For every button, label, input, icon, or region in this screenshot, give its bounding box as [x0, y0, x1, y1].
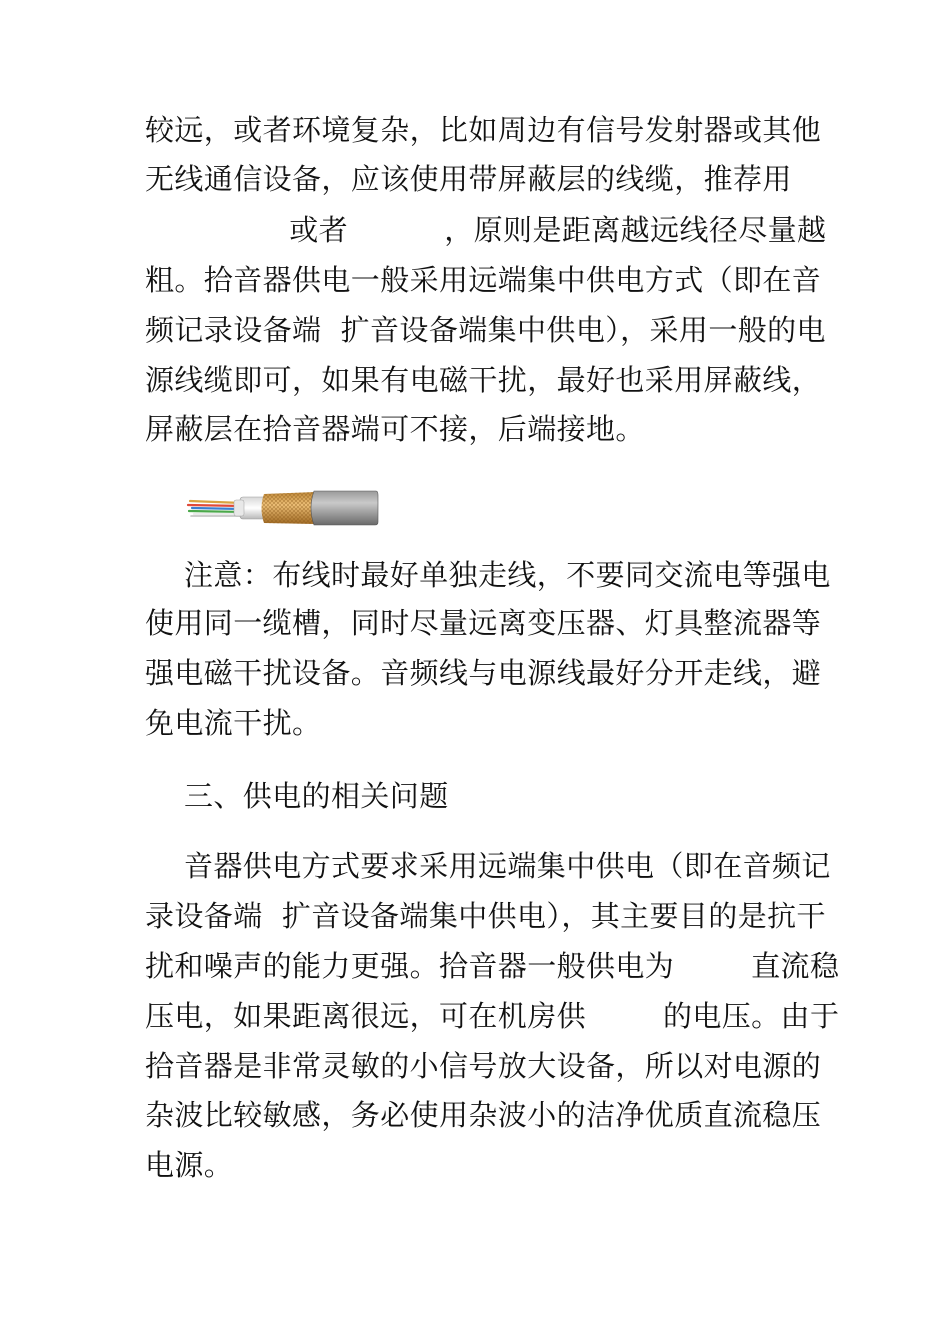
paragraph-3-line-6: 杂波比较敏感，务必使用杂波小的洁净优质直流稳压: [145, 1098, 822, 1132]
paragraph-3-line-7: 电源。: [145, 1148, 234, 1182]
paragraph-1-line-5: 频记录设备端 扩音设备端集中供电），采用一般的电: [145, 313, 826, 347]
paragraph-1-line-3: 或者 ，原则是距离越远线径尽量越: [145, 213, 827, 247]
paragraph-3-line-1: 音器供电方式要求采用远端集中供电（即在音频记: [184, 849, 831, 883]
paragraph-3-line-5: 拾音器是非常灵敏的小信号放大设备，所以对电源的: [145, 1049, 822, 1083]
note-line-1: 注意：布线时最好单独走线，不要同交流电等强电: [184, 558, 831, 592]
note-line-3: 强电磁干扰设备。音频线与电源线最好分开走线，避: [145, 656, 822, 690]
note-line-4: 免电流干扰。: [145, 706, 322, 740]
paragraph-1-line-2: 无线通信设备，应该使用带屏蔽层的线缆，推荐用: [145, 162, 792, 196]
paragraph-3-line-2: 录设备端 扩音设备端集中供电），其主要目的是抗干: [145, 899, 826, 933]
shielded-cable-image: [186, 487, 380, 529]
note-line-2: 使用同一缆槽，同时尽量远离变压器、灯具整流器等: [145, 606, 822, 640]
paragraph-1-line-1: 较远，或者环境复杂，比如周边有信号发射器或其他: [145, 113, 822, 147]
paragraph-1-line-6: 源线缆即可，如果有电磁干扰，最好也采用屏蔽线，: [145, 363, 822, 397]
section-3-heading: 三、供电的相关问题: [184, 779, 449, 813]
paragraph-1-line-4: 粗。拾音器供电一般采用远端集中供电方式（即在音: [145, 263, 822, 297]
paragraph-3-line-4: 压电，如果距离很远，可在机房供 的电压。由于: [145, 999, 840, 1033]
paragraph-3-line-3: 扰和噪声的能力更强。拾音器一般供电为 直流稳: [145, 949, 840, 983]
paragraph-1-line-7: 屏蔽层在拾音器端可不接，后端接地。: [145, 412, 645, 446]
